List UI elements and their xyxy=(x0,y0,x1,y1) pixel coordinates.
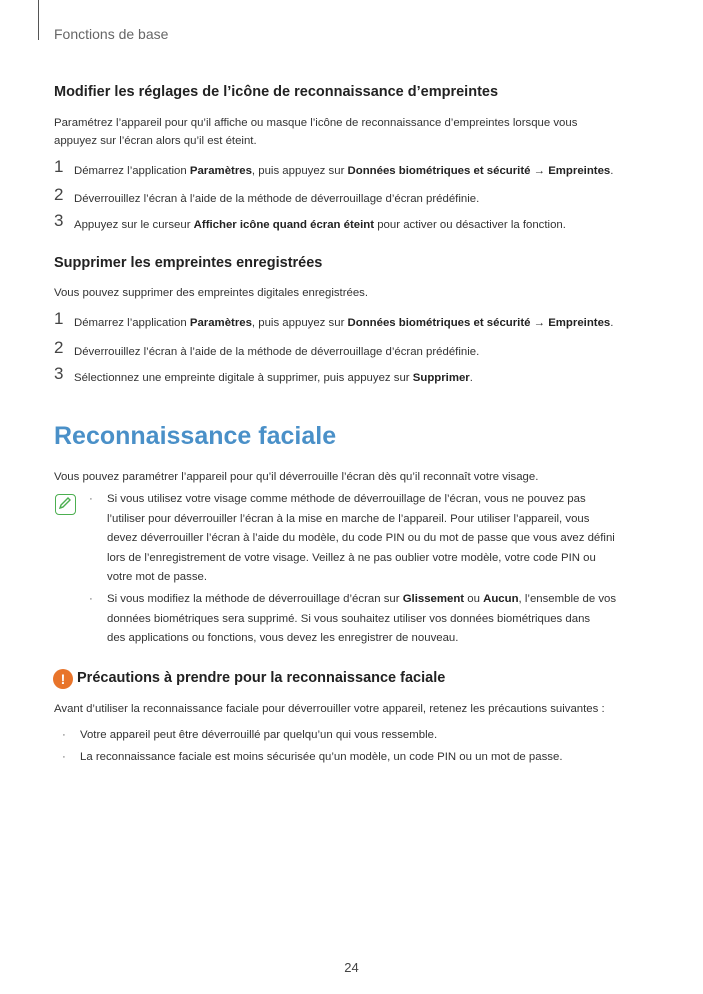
intro-line: Paramétrez l’appareil pour qu’il affiche ou masque l’icône de reconnaissance d’empreintes lorsque vous xyxy=(54,117,578,129)
header-rule xyxy=(38,0,39,40)
intro-line: appuyez sur l’écran alors qu’il est éteint. xyxy=(54,135,257,147)
section2-intro: Vous pouvez supprimer des empreintes digitales enregistrées. xyxy=(54,287,369,299)
precaution-bullet xyxy=(62,748,640,768)
bullet-line: devez déverrouiller l’écran à l’aide du modèle, du code PIN ou du mot de passe que vous avez défini xyxy=(107,532,615,545)
bullet-dot-icon: · xyxy=(89,593,93,605)
section1-intro xyxy=(54,114,654,150)
note-bullet xyxy=(89,490,667,588)
bullet-dot-icon: · xyxy=(62,751,66,763)
note-bullet xyxy=(89,590,667,649)
step-text: Déverrouillez l’écran à l’aide de la méthode de déverrouillage d’écran prédéfinie. xyxy=(74,193,480,205)
step-number: 3 xyxy=(54,211,64,230)
step-number: 3 xyxy=(54,364,64,383)
step-number: 2 xyxy=(54,185,64,204)
step-number: 2 xyxy=(54,338,64,357)
section-title-fingerprint-icon: Modifier les réglages de l’icône de reconnaissance d’empreintes xyxy=(54,84,499,100)
bullet-dot-icon: · xyxy=(62,729,66,741)
bullet-line: La reconnaissance faciale est moins sécurisée qu’un modèle, un code PIN ou un mot de passe. xyxy=(80,751,563,763)
bullet-line: données biométriques sera supprimé. Si vous souhaitez utiliser vos données biométriques dans xyxy=(107,612,591,625)
precaution-bullet xyxy=(62,726,640,746)
page-number: 24 xyxy=(344,960,359,975)
bullet-dot-icon: · xyxy=(89,493,93,505)
section4-intro: Avant d’utiliser la reconnaissance faciale pour déverrouiller votre appareil, retenez les précautions suivantes : xyxy=(54,703,605,715)
section-title-delete-fingerprints: Supprimer les empreintes enregistrées xyxy=(54,255,323,271)
bullet-line: des applications ou fonctions, vous devez les enregistrer de nouveau. xyxy=(107,632,459,645)
step-text: Démarrez l’application Paramètres, puis appuyez sur Données biométriques et sécurité → Empreintes. xyxy=(74,165,614,177)
bullet-line: Votre appareil peut être déverrouillé par quelqu’un qui vous ressemble. xyxy=(80,729,438,741)
bullet-line: l’utiliser pour déverrouiller l’écran à la mise en marche de l’appareil. Pour utiliser l’appareil, vous xyxy=(107,512,590,525)
bullet-line: lors de l’enregistrement de votre visage. Veillez à ne pas oublier votre modèle, votre code PIN ou xyxy=(107,551,596,564)
bullet-line: votre mot de passe. xyxy=(107,571,208,584)
bullet-line: Si vous modifiez la méthode de déverrouillage d’écran sur Glissement ou Aucun, l’ensemble de vos xyxy=(107,593,617,605)
step-number: 1 xyxy=(54,157,64,176)
step-text: Déverrouillez l’écran à l’aide de la méthode de déverrouillage d’écran prédéfinie. xyxy=(74,346,480,358)
note-icon xyxy=(55,494,76,515)
step-number: 1 xyxy=(54,309,64,328)
chapter-title-face-recognition: Reconnaissance faciale xyxy=(54,422,337,450)
step-text: Démarrez l’application Paramètres, puis appuyez sur Données biométriques et sécurité → Empreintes. xyxy=(74,317,614,329)
bullet-line: Si vous utilisez votre visage comme méthode de déverrouillage de l’écran, vous ne pouvez pas xyxy=(107,493,586,505)
section-header: Fonctions de base xyxy=(54,26,169,42)
section3-intro: Vous pouvez paramétrer l’appareil pour qu’il déverrouille l’écran dès qu’il reconnaît votre visage. xyxy=(54,471,539,483)
step-text: Appuyez sur le curseur Afficher icône quand écran éteint pour activer ou désactiver la fonction. xyxy=(74,219,566,231)
step-text: Sélectionnez une empreinte digitale à supprimer, puis appuyez sur Supprimer. xyxy=(74,372,473,384)
section-title-precautions: Précautions à prendre pour la reconnaissance faciale xyxy=(77,670,446,686)
caution-icon: ! xyxy=(53,669,73,689)
